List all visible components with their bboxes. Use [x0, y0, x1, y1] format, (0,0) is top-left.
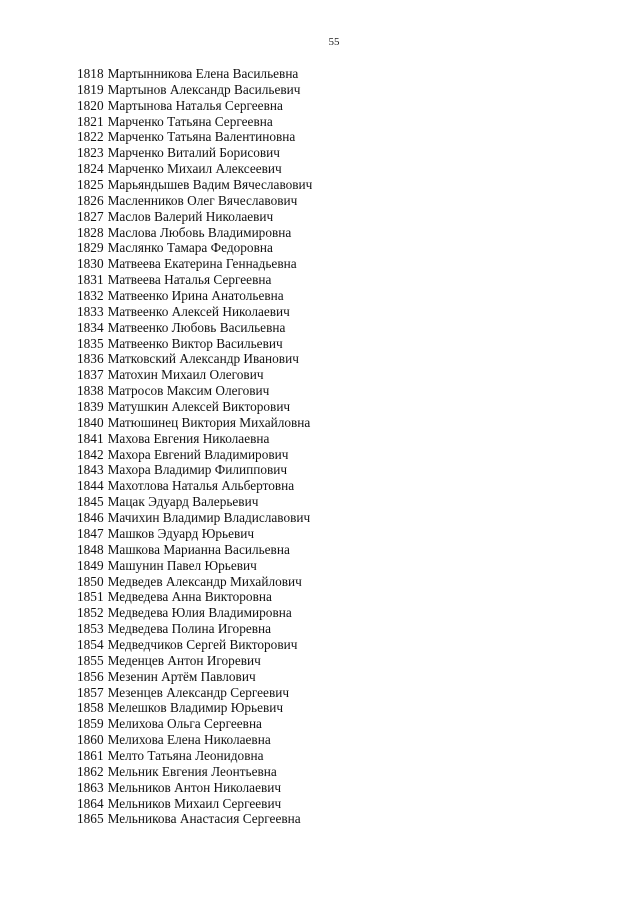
entry-name: Мезенин Артём Павлович	[107, 668, 256, 684]
entry-name: Мельникова Анастасия Сергеевна	[107, 811, 301, 827]
entry-name: Маслов Валерий Николаевич	[107, 208, 274, 224]
name-list	[77, 66, 312, 827]
entry-name: Матюшинец Виктория Михайловна	[107, 414, 311, 430]
list-item	[77, 621, 312, 637]
entry-name: Махова Евгения Николаевна	[107, 430, 270, 446]
list-item	[77, 605, 312, 621]
list-item	[77, 685, 312, 701]
list-item	[77, 764, 312, 780]
entry-name: Мелихова Елена Николаевна	[107, 732, 271, 748]
entry-number: 1856	[77, 668, 104, 684]
entry-name: Мельник Евгения Леонтьевна	[107, 763, 277, 779]
entry-name: Матвеенко Виктор Васильевич	[107, 335, 283, 351]
entry-number: 1865	[77, 811, 104, 827]
entry-number: 1843	[77, 462, 104, 478]
entry-name: Махора Евгений Владимирович	[107, 446, 289, 462]
entry-number: 1834	[77, 319, 104, 335]
list-item	[77, 589, 312, 605]
list-item	[77, 716, 312, 732]
list-item	[77, 98, 312, 114]
entry-name: Маслова Любовь Владимировна	[107, 224, 292, 240]
entry-name: Мацак Эдуард Валерьевич	[107, 494, 259, 510]
entry-name: Марченко Татьяна Валентиновна	[107, 129, 296, 145]
entry-name: Мартынова Наталья Сергеевна	[107, 97, 283, 113]
entry-name: Мартынникова Елена Васильевна	[107, 66, 299, 81]
entry-name: Махотлова Наталья Альбертовна	[107, 478, 295, 494]
entry-number: 1820	[77, 97, 104, 113]
entry-name: Мелешков Владимир Юрьевич	[107, 700, 284, 716]
entry-number: 1829	[77, 240, 104, 256]
entry-name: Матушкин Алексей Викторович	[107, 399, 291, 415]
entry-name: Мартынов Александр Васильевич	[107, 81, 301, 97]
entry-number: 1850	[77, 573, 104, 589]
entry-number: 1858	[77, 700, 104, 716]
entry-number: 1823	[77, 145, 104, 161]
entry-number: 1831	[77, 272, 104, 288]
list-item	[77, 447, 312, 463]
list-item	[77, 240, 312, 256]
entry-name: Маслянко Тамара Федоровна	[107, 240, 273, 256]
entry-number: 1835	[77, 335, 104, 351]
entry-number: 1832	[77, 288, 104, 304]
entry-name: Матвеева Екатерина Геннадьевна	[107, 256, 297, 272]
list-item	[77, 193, 312, 209]
list-item	[77, 780, 312, 796]
list-item	[77, 462, 312, 478]
entry-number: 1821	[77, 113, 104, 129]
entry-number: 1857	[77, 684, 104, 700]
entry-number: 1849	[77, 557, 104, 573]
entry-name: Мелто Татьяна Леонидовна	[107, 747, 264, 763]
entry-number: 1842	[77, 446, 104, 462]
entry-name: Матохин Михаил Олегович	[107, 367, 264, 383]
entry-number: 1851	[77, 589, 104, 605]
entry-number: 1830	[77, 256, 104, 272]
list-item	[77, 653, 312, 669]
entry-number: 1819	[77, 81, 104, 97]
entry-name: Медведчиков Сергей Викторович	[107, 636, 298, 652]
list-item	[77, 225, 312, 241]
list-item	[77, 161, 312, 177]
list-item	[77, 811, 312, 827]
entry-number: 1841	[77, 430, 104, 446]
list-item	[77, 336, 312, 352]
entry-number: 1822	[77, 129, 104, 145]
list-item	[77, 399, 312, 415]
entry-number: 1854	[77, 636, 104, 652]
entry-name: Медведева Анна Викторовна	[107, 589, 272, 605]
entry-name: Мельников Михаил Сергеевич	[107, 795, 282, 811]
entry-number: 1860	[77, 732, 104, 748]
list-item	[77, 145, 312, 161]
list-item	[77, 526, 312, 542]
entry-number: 1824	[77, 161, 104, 177]
entry-number: 1853	[77, 621, 104, 637]
list-item	[77, 288, 312, 304]
list-item	[77, 209, 312, 225]
entry-number: 1855	[77, 652, 104, 668]
list-item	[77, 700, 312, 716]
list-item	[77, 574, 312, 590]
entry-number: 1839	[77, 399, 104, 415]
list-item	[77, 431, 312, 447]
entry-name: Мелихова Ольга Сергеевна	[107, 716, 262, 732]
list-item	[77, 114, 312, 130]
entry-name: Машкова Марианна Васильевна	[107, 541, 290, 557]
entry-name: Медведева Полина Игоревна	[107, 621, 272, 637]
entry-name: Машунин Павел Юрьевич	[107, 557, 257, 573]
entry-number: 1845	[77, 494, 104, 510]
entry-name: Мезенцев Александр Сергеевич	[107, 684, 290, 700]
list-item	[77, 367, 312, 383]
entry-number: 1826	[77, 192, 104, 208]
entry-number: 1827	[77, 208, 104, 224]
list-item	[77, 177, 312, 193]
list-item	[77, 256, 312, 272]
list-item	[77, 415, 312, 431]
list-item	[77, 383, 312, 399]
entry-number: 1862	[77, 763, 104, 779]
list-item	[77, 732, 312, 748]
entry-number: 1833	[77, 303, 104, 319]
entry-name: Матковский Александр Иванович	[107, 351, 299, 367]
list-item	[77, 637, 312, 653]
list-item	[77, 320, 312, 336]
entry-number: 1847	[77, 525, 104, 541]
list-item	[77, 796, 312, 812]
entry-number: 1837	[77, 367, 104, 383]
list-item	[77, 351, 312, 367]
list-item	[77, 82, 312, 98]
entry-name: Машков Эдуард Юрьевич	[107, 525, 255, 541]
entry-number: 1861	[77, 747, 104, 763]
page-number: 55	[328, 36, 340, 48]
list-item	[77, 748, 312, 764]
entry-name: Матвеенко Алексей Николаевич	[107, 303, 290, 319]
entry-name: Матвеева Наталья Сергеевна	[107, 272, 272, 288]
list-item	[77, 304, 312, 320]
entry-number: 1848	[77, 541, 104, 557]
entry-name: Меденцев Антон Игоревич	[107, 652, 261, 668]
list-item	[77, 510, 312, 526]
entry-number: 1825	[77, 177, 104, 193]
entry-number: 1818	[77, 66, 104, 81]
entry-name: Мачихин Владимир Владиславович	[107, 510, 311, 526]
list-item	[77, 272, 312, 288]
list-item	[77, 66, 312, 82]
entry-name: Медведева Юлия Владимировна	[107, 605, 292, 621]
entry-name: Масленников Олег Вячеславович	[107, 192, 298, 208]
entry-number: 1828	[77, 224, 104, 240]
entry-number: 1846	[77, 510, 104, 526]
entry-name: Мельников Антон Николаевич	[107, 779, 282, 795]
list-item	[77, 542, 312, 558]
list-item	[77, 478, 312, 494]
entry-number: 1864	[77, 795, 104, 811]
entry-number: 1838	[77, 383, 104, 399]
entry-number: 1844	[77, 478, 104, 494]
entry-number: 1840	[77, 414, 104, 430]
entry-number: 1852	[77, 605, 104, 621]
list-item	[77, 129, 312, 145]
entry-name: Матросов Максим Олегович	[107, 383, 270, 399]
list-item	[77, 494, 312, 510]
entry-name: Махора Владимир Филиппович	[107, 462, 288, 478]
entry-number: 1863	[77, 779, 104, 795]
entry-name: Матвеенко Любовь Васильевна	[107, 319, 286, 335]
entry-name: Марченко Виталий Борисович	[107, 145, 280, 161]
list-item	[77, 669, 312, 685]
entry-number: 1836	[77, 351, 104, 367]
entry-name: Марченко Татьяна Сергеевна	[107, 113, 273, 129]
list-item	[77, 558, 312, 574]
entry-number: 1859	[77, 716, 104, 732]
entry-name: Марьяндышев Вадим Вячеславович	[107, 177, 313, 193]
entry-name: Марченко Михаил Алексеевич	[107, 161, 282, 177]
entry-name: Медведев Александр Михайлович	[107, 573, 302, 589]
entry-name: Матвеенко Ирина Анатольевна	[107, 288, 284, 304]
